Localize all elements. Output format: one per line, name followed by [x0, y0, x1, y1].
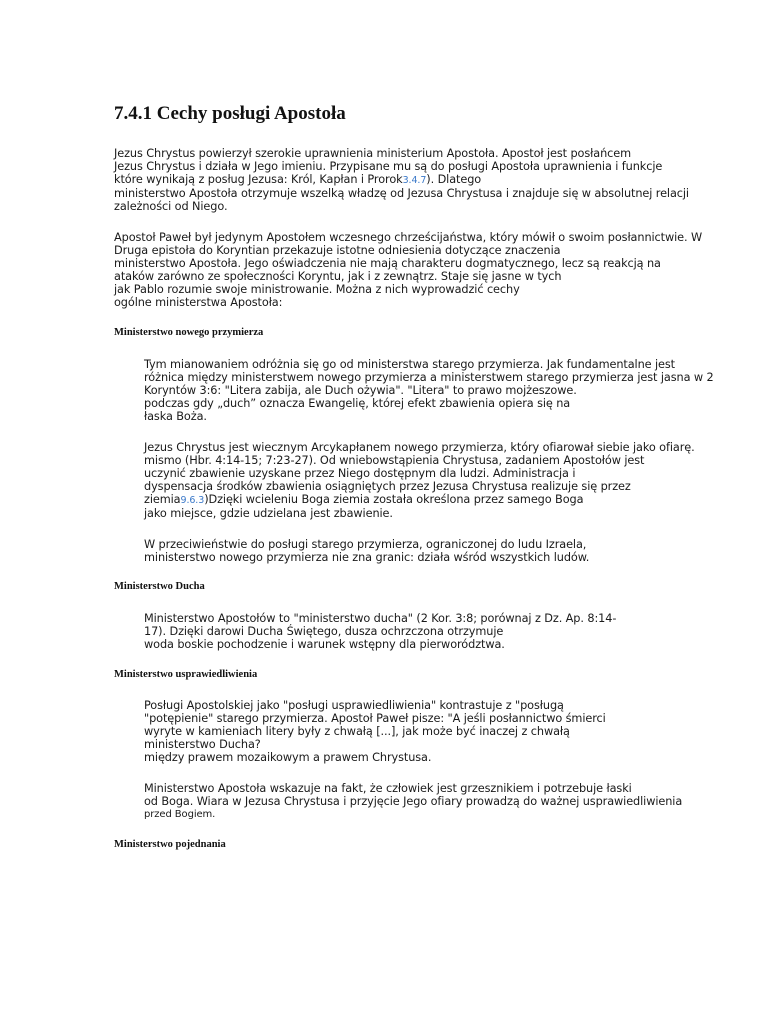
text-line: przed Bogiem. [144, 809, 216, 820]
text-line: między prawem mozaikowym a prawem Chrystusa. [144, 751, 432, 764]
text-line: uczynić zbawienie uzyskane przez Niego dostępnym dla ludzi. Administracja i [144, 467, 576, 480]
text-line: 17). Dzięki darowi Ducha Świętego, dusza ochrzczona otrzymuje [144, 625, 504, 638]
text-line: "potępienie" starego przymierza. Apostoł Paweł pisze: "A jeśli posłannictwo śmierci [144, 712, 606, 725]
text-line-with-reference [114, 173, 689, 187]
paragraph-nowe-przymierze-1 [144, 358, 714, 423]
page-title: 7.4.1 Cechy posługi Apostoła [114, 103, 346, 124]
text-line: jako miejsce, gdzie udzielana jest zbawienie. [144, 507, 393, 520]
text-line: Ministerstwo Apostoła wskazuje na fakt, że człowiek jest grzesznikiem i potrzebuje łaski [144, 782, 632, 795]
text-line: wyryte w kamieniach litery były z chwałą [...], jak może być inaczej z chwałą [144, 725, 570, 738]
section-heading-usprawiedliwienia: Ministerstwo usprawiedliwienia [114, 669, 258, 680]
text-line: ogólne ministerstwa Apostoła: [114, 296, 283, 309]
text-line: jak Pablo rozumie swoje ministrowanie. Można z nich wyprowadzić cechy [114, 283, 520, 296]
text-fragment: ). Dlatego [426, 173, 482, 186]
text-fragment: )Dzięki wcieleniu Boga ziemia została określona przez samego Boga [204, 493, 584, 506]
text-line: różnica między ministerstwem nowego przymierza a ministerstwem starego przymierza jest jasna w 2 [144, 371, 714, 384]
paragraph-intro [114, 147, 689, 213]
text-line: Ministerstwo Apostołów to "ministerstwo ducha" (2 Kor. 3:8; porównaj z Dz. Ap. 8:14- [144, 612, 617, 625]
paragraph-usprawiedliwienie-1 [144, 699, 606, 764]
paragraph-usprawiedliwienie-2 [144, 782, 682, 821]
text-line: Jezus Chrystus i działa w Jego imieniu. Przypisane mu są do posługi Apostoła uprawnienia i funkcje [114, 160, 663, 173]
section-heading-ducha: Ministerstwo Ducha [114, 581, 205, 592]
text-line: od Boga. Wiara w Jezusa Chrystusa i przyjęcie Jego ofiary prowadzą do ważnej usprawiedliwienia [144, 795, 683, 808]
text-line: Tym mianowaniem odróżnia się go od ministerstwa starego przymierza. Jak fundamentalne jest [144, 358, 675, 371]
text-fragment: ziemia [144, 493, 181, 506]
text-line: podczas gdy „duch” oznacza Ewangelię, której efekt zbawienia opiera się na [144, 397, 571, 410]
text-line: Apostoł Paweł był jedynym Apostołem wczesnego chrześcijaństwa, który mówił o swoim posłannictwie. W [114, 231, 703, 244]
text-line: mismo (Hbr. 4:14-15; 7:23-27). Od wniebowstąpienia Chrystusa, zadaniem Apostołów jest [144, 454, 645, 467]
text-line: woda boskie pochodzenie i warunek wstępny dla pierworództwa. [144, 638, 505, 651]
text-line: ministerstwo Apostoła. Jego oświadczenia nie mają charakteru dogmatycznego, lecz są reakcją na [114, 257, 661, 270]
text-line: ministerstwo Ducha? [144, 738, 261, 751]
section-heading-nowego-przymierza: Ministerstwo nowego przymierza [114, 327, 264, 338]
reference-link[interactable]: 3.4.7 [402, 175, 427, 186]
text-line: dyspensacja środków zbawienia osiągniętych przez Jezusa Chrystusa realizuje się przez [144, 480, 631, 493]
text-line: Posługi Apostolskiej jako "posługi usprawiedliwienia" kontrastuje z "posługą [144, 699, 564, 712]
text-line: łaska Boża. [144, 410, 207, 423]
text-line: Koryntów 3:6: "Litera zabija, ale Duch ożywia". "Litera" to prawo mojżeszowe. [144, 384, 577, 397]
text-line: ataków zarówno ze społeczności Koryntu, jak i z zewnątrz. Staje się jasne w tych [114, 270, 562, 283]
text-fragment: które wynikają z posług Jezusa: Król, Kapłan i Prorok [114, 173, 403, 186]
text-line: W przeciwieństwie do posługi starego przymierza, ograniczonej do ludu Izraela, [144, 538, 587, 551]
text-line: ministerstwo Apostoła otrzymuje wszelką władzę od Jezusa Chrystusa i znajduje się w absolutnej relacji [114, 187, 689, 200]
text-line: ministerstwo nowego przymierza nie zna granic: działa wśród wszystkich ludów. [144, 551, 590, 564]
text-line-with-reference [144, 493, 695, 507]
text-line: Druga epistoła do Koryntian przekazuje istotne odniesienia dotyczące znaczenia [114, 244, 561, 257]
paragraph-pawel [114, 231, 702, 309]
section-heading-pojednania: Ministerstwo pojednania [114, 839, 226, 850]
text-line: zależności od Niego. [114, 200, 228, 213]
paragraph-nowe-przymierze-3 [144, 538, 589, 564]
paragraph-duch [144, 612, 616, 651]
paragraph-nowe-przymierze-2 [144, 441, 695, 520]
text-line: Jezus Chrystus jest wiecznym Arcykapłanem nowego przymierza, który ofiarował siebie jako ofiarę. [144, 441, 695, 454]
reference-link[interactable]: 9.6.3 [180, 495, 205, 506]
text-line: Jezus Chrystus powierzył szerokie uprawnienia ministerium Apostoła. Apostoł jest posłańcem [114, 147, 632, 160]
